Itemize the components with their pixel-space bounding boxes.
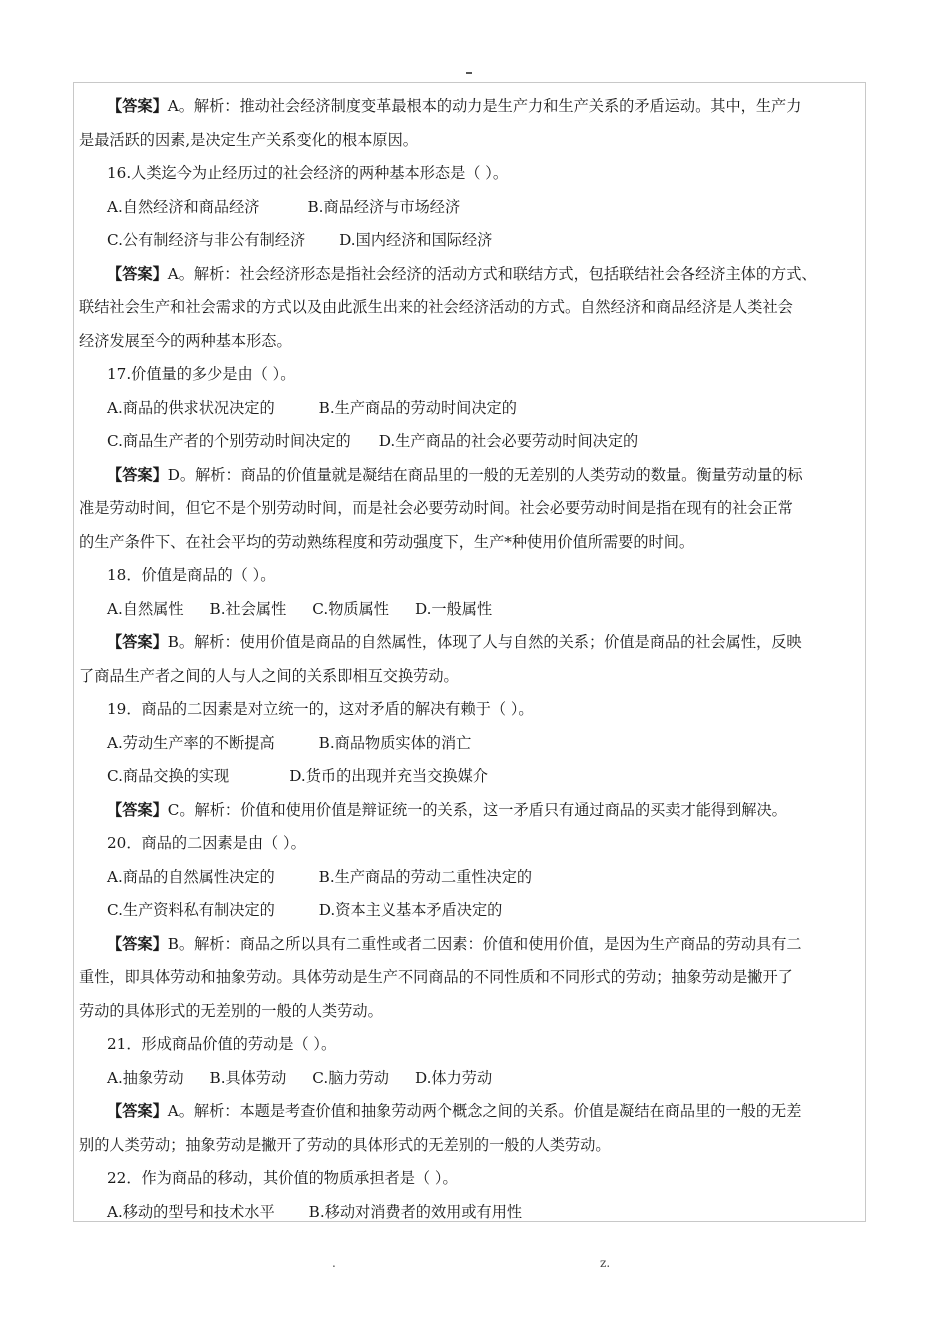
option-item: B.生产商品的劳动时间决定的 [318, 398, 517, 417]
answer-line [79, 928, 860, 962]
answer-text: C。解析：价值和使用价值是辩证统一的关系，这一矛盾只有通过商品的买卖才能得到解决。 [167, 800, 787, 819]
option-item: B.商品物质实体的消亡 [318, 733, 472, 752]
option-item: D.货币的出现并充当交换媒介 [289, 767, 488, 785]
continuation-line: 的生产条件下、在社会平均的劳动熟练程度和劳动强度下，生产*种使用价值所需要的时间。 [79, 532, 695, 551]
option-item: B.生产商品的劳动二重性决定的 [318, 867, 533, 886]
answer-text: A。解析：本题是考查价值和抽象劳动两个概念之间的关系。价值是凝结在商品里的一般的无差 [167, 1102, 802, 1120]
option-item: D.生产商品的社会必要劳动时间决定的 [378, 432, 639, 450]
option-item: A.移动的型号和技术水平 [107, 1202, 275, 1221]
option-line [79, 392, 860, 426]
question-line: 21．形成商品价值的劳动是（ ）。 [107, 1035, 337, 1053]
continuation-line: 准是劳动时间，但它不是个别劳动时间，而是社会必要劳动时间。社会必要劳动时间是指在现有的社会正常 [79, 499, 793, 517]
option-item: B.具体劳动 [209, 1068, 287, 1087]
answer-label: 【答案】 [107, 800, 168, 819]
option-item: A.商品的供求状况决定的 [107, 398, 275, 417]
option-item: C.生产资料私有制决定的 [107, 901, 275, 919]
continuation-line: 经济发展至今的两种基本形态。 [79, 331, 292, 350]
option-item: B.商品经济与市场经济 [307, 197, 461, 216]
question-line: 18．价值是商品的（ ）。 [107, 566, 276, 584]
document-content [74, 83, 865, 1222]
option-line [79, 593, 860, 627]
question-line: 16.人类迄今为止经历过的社会经济的两种基本形态是（ ）。 [107, 164, 509, 182]
question-line: 19．商品的二因素是对立统一的，这对矛盾的解决有赖于（ ）。 [107, 700, 534, 718]
answer-text: B。解析：使用价值是商品的自然属性，体现了人与自然的关系；价值是商品的社会属性，反映 [167, 633, 802, 651]
option-line [79, 1062, 860, 1096]
answer-line [79, 794, 860, 828]
option-item: C.脑力劳动 [312, 1068, 389, 1087]
option-item: C.物质属性 [312, 599, 389, 618]
footer-left: . [332, 1256, 336, 1270]
continuation-line: 别的人类劳动；抽象劳动是撇开了劳动的具体形式的无差别的一般的人类劳动。 [79, 1135, 611, 1154]
answer-line [79, 1095, 860, 1129]
answer-label: 【答案】 [107, 934, 168, 953]
option-item: D.资本主义基本矛盾决定的 [318, 901, 503, 919]
answer-text: B。解析：商品之所以具有二重性或者二因素：价值和使用价值，是因为生产商品的劳动具有二 [167, 934, 802, 953]
answer-label: 【答案】 [107, 633, 168, 651]
option-line [79, 425, 860, 459]
answer-label: 【答案】 [107, 1102, 168, 1120]
option-line [79, 191, 860, 225]
option-line [79, 861, 860, 895]
answer-text: D。解析：商品的价值量就是凝结在商品里的一般的无差别的人类劳动的数量。衡量劳动量的标 [167, 465, 803, 484]
option-line [79, 224, 860, 258]
footer-right: z. [600, 1256, 611, 1270]
option-item: A.抽象劳动 [107, 1068, 184, 1087]
continuation-line: 是最活跃的因素,是决定生产关系变化的根本原因。 [79, 130, 418, 149]
option-item: B.移动对消费者的效用或有用性 [308, 1202, 523, 1221]
option-item: A.自然属性 [107, 599, 184, 618]
continuation-line: 联结社会生产和社会需求的方式以及由此派生出来的社会经济活动的方式。自然经济和商品经济是人类社会 [79, 298, 793, 316]
answer-line [79, 459, 860, 493]
option-line [79, 1196, 860, 1223]
answer-text: A。解析：社会经济形态是指社会经济的活动方式和联结方式，包括联结社会各经济主体的方式、 [167, 264, 817, 283]
option-item: A.自然经济和商品经济 [107, 197, 260, 216]
option-item: D.体力劳动 [414, 1068, 493, 1087]
option-item: C.公有制经济与非公有制经济 [107, 231, 306, 249]
continuation-line: 了商品生产者之间的人与人之间的关系即相互交换劳动。 [79, 666, 459, 685]
option-item: B.社会属性 [209, 599, 287, 618]
answer-line [79, 626, 860, 660]
continuation-line: 劳动的具体形式的无差别的一般的人类劳动。 [79, 1001, 383, 1020]
answer-line [79, 258, 860, 292]
answer-label: 【答案】 [107, 97, 168, 115]
answer-line [79, 90, 860, 124]
option-line [79, 727, 860, 761]
option-item: C.商品交换的实现 [107, 767, 230, 785]
answer-text: A。解析：推动社会经济制度变革最根本的动力是生产力和生产关系的矛盾运动。其中，生产力 [167, 97, 802, 115]
question-line: 17.价值量的多少是由（ ）。 [107, 365, 296, 383]
option-item: D.一般属性 [414, 599, 493, 618]
option-line [79, 894, 860, 928]
page-frame [73, 82, 866, 1222]
option-item: D.国内经济和国际经济 [339, 231, 493, 249]
question-line: 22．作为商品的移动，其价值的物质承担者是（ ）。 [107, 1169, 458, 1187]
answer-label: 【答案】 [107, 465, 168, 484]
option-item: A.劳动生产率的不断提高 [107, 733, 275, 752]
option-line [79, 760, 860, 794]
option-item: C.商品生产者的个别劳动时间决定的 [107, 432, 351, 450]
continuation-line: 重性，即具体劳动和抽象劳动。具体劳动是生产不同商品的不同性质和不同形式的劳动；抽象劳动是撇开了 [79, 968, 793, 986]
top-mark [466, 72, 472, 74]
question-line: 20．商品的二因素是由（ ）。 [107, 834, 306, 852]
answer-label: 【答案】 [107, 264, 168, 283]
option-item: A.商品的自然属性决定的 [107, 867, 275, 886]
